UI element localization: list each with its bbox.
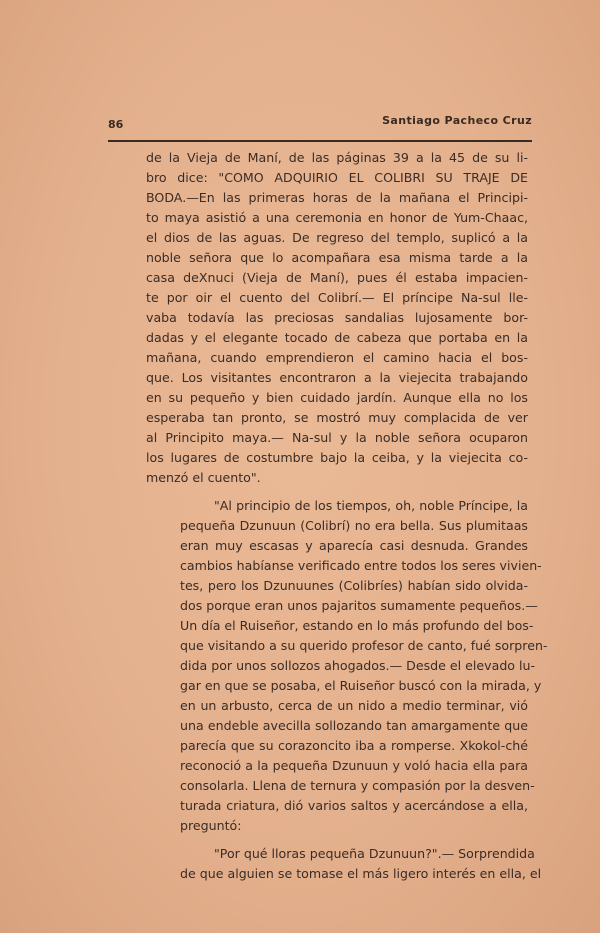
text-line: casa deXnuci (Vieja de Maní), pues él estaba impacien- — [146, 270, 528, 285]
text-line: noble señora que lo acompañara esa misma tarde a la — [146, 250, 528, 265]
text-line: dida por unos sollozos ahogados.— Desde el elevado lu- — [180, 658, 536, 673]
text-line: turada criatura, dió varios saltos y acercándose a ella, — [180, 798, 528, 813]
page-number: 86 — [108, 118, 124, 131]
text-line: el dios de las aguas. De regreso del templo, suplicó a la — [146, 230, 528, 245]
text-line: que. Los visitantes encontraron a la viejecita trabajando — [146, 370, 528, 385]
header-rule — [108, 140, 532, 142]
text-line: Un día el Ruiseñor, estando en lo más profundo del bos- — [180, 618, 534, 633]
text-line: mañana, cuando emprendieron el camino hacia el bos- — [146, 350, 528, 365]
text-line: los lugares de costumbre bajo la ceiba, y la viejecita co- — [146, 450, 528, 465]
text-line: una endeble avecilla sollozando tan amargamente que — [180, 718, 528, 733]
text-line: "Por qué lloras pequeña Dzunuun?".— Sorprendida — [214, 846, 535, 861]
text-line: en un arbusto, cerca de un nido a medio terminar, vió — [180, 698, 528, 713]
text-line: "Al principio de los tiempos, oh, noble Príncipe, la — [214, 498, 528, 513]
text-line: parecía que su corazoncito iba a romperse. Xkokol-ché — [180, 738, 528, 753]
text-line: dadas y el elegante tocado de cabeza que portaba en la — [146, 330, 528, 345]
text-line: vaba todavía las preciosas sandalias lujosamente bor- — [146, 310, 528, 325]
text-line: de que alguien se tomase el más ligero interés en ella, el — [180, 866, 542, 881]
text-line: que visitando a su querido profesor de canto, fué sorpren- — [180, 638, 548, 653]
text-line: cambios habíanse verificado entre todos los seres vivien- — [180, 558, 542, 573]
text-line: menzó el cuento". — [146, 470, 261, 485]
text-line: en su pequeño y bien cuidado jardín. Aunque ella no los — [146, 390, 528, 405]
text-line: te por oir el cuento del Colibrí.— El príncipe Na-sul lle- — [146, 290, 528, 305]
running-head-author: Santiago Pacheco Cruz — [382, 114, 532, 127]
text-line: preguntó: — [180, 818, 242, 833]
text-line: al Principito maya.— Na-sul y la noble señora ocuparon — [146, 430, 528, 445]
text-line: BODA.—En las primeras horas de la mañana el Principi- — [146, 190, 528, 205]
text-line: tes, pero los Dzunuunes (Colibríes) habían sido olvida- — [180, 578, 528, 593]
page-header — [106, 112, 532, 132]
text-line: pequeña Dzunuun (Colibrí) no era bella. Sus plumitaas — [180, 518, 528, 533]
text-line: reconoció a la pequeña Dzunuun y voló hacia ella para — [180, 758, 528, 773]
text-line: eran muy escasas y aparecía casi desnuda. Grandes — [180, 538, 528, 553]
paragraph — [146, 844, 542, 884]
text-line: gar en que se posaba, el Ruiseñor buscó con la mirada, y — [180, 678, 542, 693]
paragraph — [146, 496, 548, 836]
text-line: to maya asistió a una ceremonia en honor de Yum-Chaac, — [146, 210, 528, 225]
text-line: dos porque eran unos pajaritos sumamente pequeños.— — [180, 598, 538, 613]
text-line: esperaba tan pronto, se mostró muy complacida de ver — [146, 410, 528, 425]
body-text — [146, 148, 548, 884]
paragraph — [146, 148, 528, 488]
text-line: bro dice: "COMO ADQUIRIO EL COLIBRI SU TRAJE DE — [146, 170, 528, 185]
text-line: de la Vieja de Maní, de las páginas 39 a la 45 de su li- — [146, 150, 528, 165]
text-line: consolarla. Llena de ternura y compasión por la desven- — [180, 778, 535, 793]
